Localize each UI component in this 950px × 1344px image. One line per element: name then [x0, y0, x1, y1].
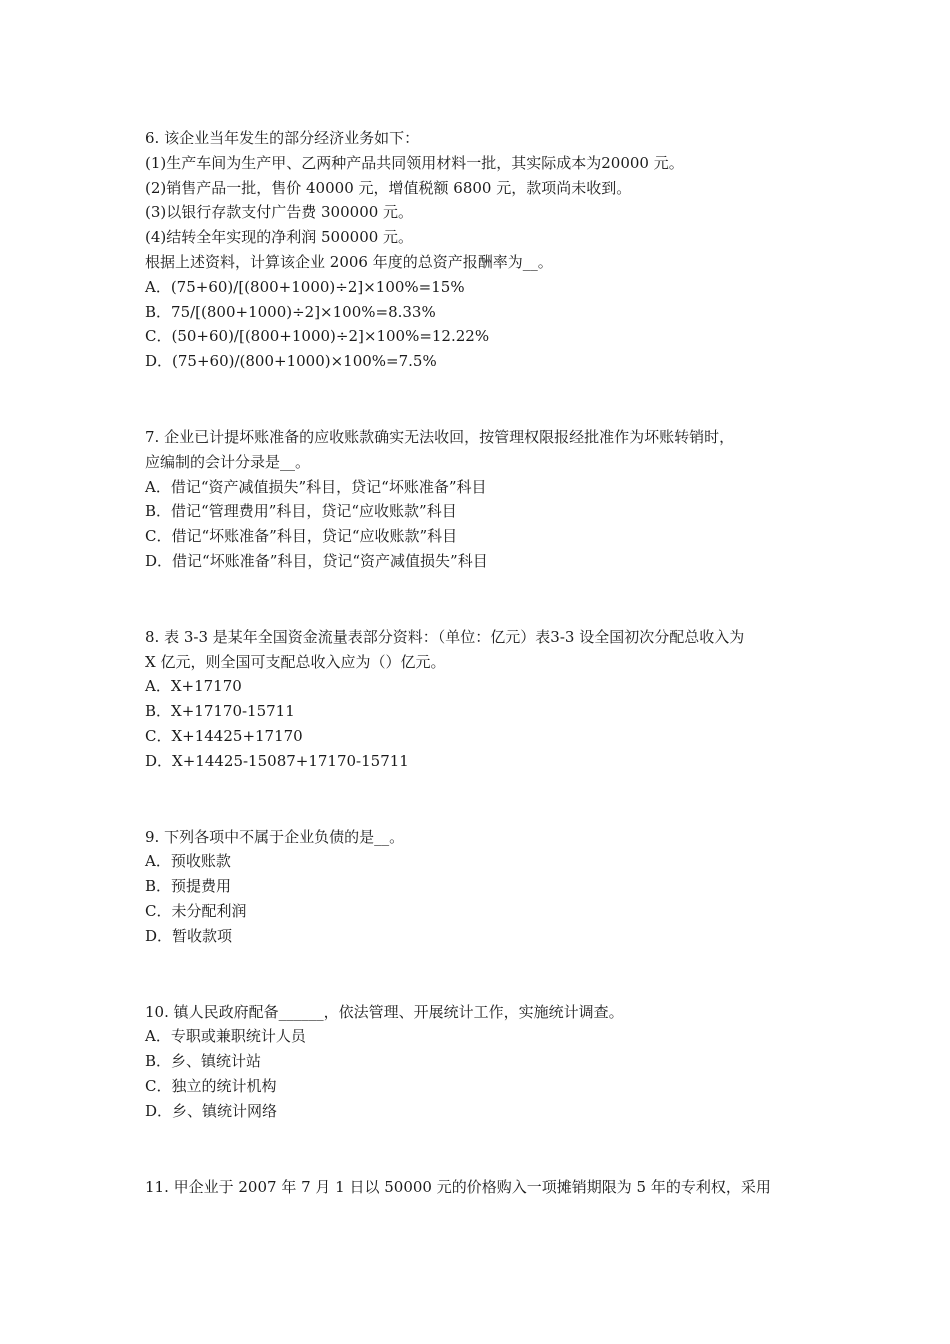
option-a: A．X+17170	[145, 677, 242, 696]
option-a: A．预收账款	[145, 852, 231, 871]
option-b: B．75/[(800+1000)÷2]×100%=8.33%	[145, 302, 436, 321]
option-c: C．未分配利润	[145, 901, 247, 920]
question-10	[145, 1000, 810, 1124]
option-a: A．专职或兼职统计人员	[145, 1027, 306, 1046]
question-stem-line: 10. 镇人民政府配备______，依法管理、开展统计工作，实施统计调查。	[145, 1002, 624, 1021]
option-d: D．(75+60)/(800+1000)×100%=7.5%	[145, 352, 437, 371]
question-stem-line: 根据上述资料，计算该企业 2006 年度的总资产报酬率为__。	[145, 252, 553, 271]
question-8	[145, 625, 810, 774]
question-stem-line: (3)以银行存款支付广告费 300000 元。	[145, 203, 414, 222]
question-stem-line: (4)结转全年实现的净利润 500000 元。	[145, 228, 414, 247]
option-d: D．X+14425-15087+17170-15711	[145, 751, 409, 770]
option-c: C．借记“坏账准备”科目，贷记“应收账款”科目	[145, 527, 458, 546]
question-stem-line: 7. 企业已计提坏账准备的应收账款确实无法收回，按管理权限报经批准作为坏账转销时，	[145, 427, 735, 446]
option-c: C．独立的统计机构	[145, 1076, 277, 1095]
question-stem-line: 应编制的会计分录是__。	[145, 452, 311, 471]
question-stem-line: 8. 表 3-3 是某年全国资金流量表部分资料：（单位：亿元）表3-3 设全国初次分配总收入为	[145, 627, 745, 646]
option-c: C．X+14425+17170	[145, 726, 303, 745]
question-7	[145, 425, 810, 574]
option-b: B．借记“管理费用”科目，贷记“应收账款”科目	[145, 502, 457, 521]
option-c: C．(50+60)/[(800+1000)÷2]×100%=12.22%	[145, 327, 490, 346]
option-d: D．暂收款项	[145, 926, 233, 945]
option-b: B．X+17170-15711	[145, 702, 295, 721]
question-stem-line: X 亿元，则全国可支配总收入应为（）亿元。	[145, 652, 446, 671]
option-d: D．乡、镇统计网络	[145, 1101, 278, 1120]
question-stem-line: 6. 该企业当年发生的部分经济业务如下：	[145, 129, 420, 147]
question-stem-line: 11. 甲企业于 2007 年 7 月 1 日以 50000 元的价格购入一项摊销期限为 5 年的专利权，采用	[145, 1177, 771, 1196]
question-9	[145, 825, 810, 949]
question-11	[145, 1175, 810, 1200]
question-stem-line: (2)销售产品一批，售价 40000 元，增值税额 6800 元，款项尚未收到。	[145, 178, 632, 197]
option-a: A．借记“资产减值损失”科目，贷记“坏账准备”科目	[145, 477, 487, 496]
question-stem-line: (1)生产车间为生产甲、乙两种产品共同领用材料一批，其实际成本为20000 元。	[145, 153, 684, 172]
option-a: A．(75+60)/[(800+1000)÷2]×100%=15%	[145, 277, 465, 296]
option-b: B．乡、镇统计站	[145, 1052, 262, 1071]
question-6	[145, 126, 810, 374]
option-b: B．预提费用	[145, 877, 232, 896]
question-stem-line: 9. 下列各项中不属于企业负债的是__。	[145, 827, 405, 846]
option-d: D．借记“坏账准备”科目，贷记“资产减值损失”科目	[145, 551, 488, 570]
question-list	[145, 126, 810, 1250]
